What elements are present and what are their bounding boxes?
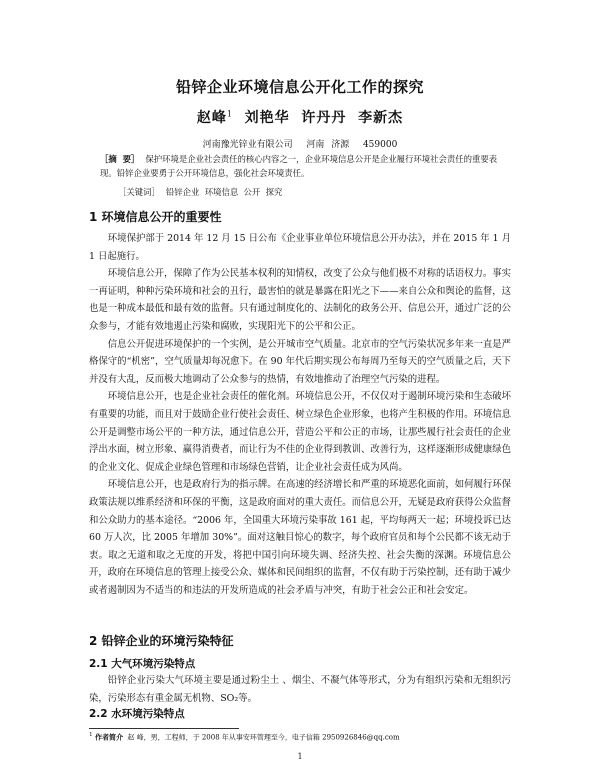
footnote-text: 赵 峰，男，工程师，于 2008 年从事安环管理至今，电子信箱 29509268​46@qq.com <box>127 733 400 742</box>
subsection-2-2-heading: 2.2 水环境污染特点 <box>89 708 185 720</box>
paragraph: 环境信息公开，保障了作为公民基本权利的知情权，改变了公众与他们极不对称的话语权力。事实一再证明，种种污染环境和社会的丑行，最害怕的就是暴露在阳光之下——来自公众和舆论的监督，这也是一种成本最低和最有效的监督。只有通过制度化的、法制化的政务公开、信息公开，通过广泛的公众参与，才能有效地遏止污染和腐败，实现阳光下的公平和公正。 <box>89 268 511 332</box>
paper-title: 铅锌企业环境信息公开化工作的探究 <box>175 78 424 96</box>
paragraph: 信息公开促进环境保护的一个实例，是公开城市空气质量。北京市的空气污染状况多年来一直是严格保守的“机密”，空气质量却每况愈下。在 90 年代后期实现公布每周乃至每天的空气质量之后，天下并没有大乱，反而极大地调动了公众参与的热情，有效地推动了治理空气污染的进程。 <box>89 338 511 385</box>
paragraph: 环境保护部于 2014 年 12 月 15 日公布《企业事业单位环境信息公开办法》，并在 2015 年 1 月 1 日起施行。 <box>89 233 511 262</box>
abstract-text: 保护环境是企业社会责任的核心内容之一，企业环境信息公开是企业履行环境社会责任的重要表现。铅锌企业要勇于公开环境信息，强化社会环境责任。 <box>100 154 498 178</box>
paragraph: 铅锌企业污染大气环境主要是通过粉尘土 、烟尘、不凝气体等形式，分为有组织污染和无组织污染，污染形态有重金属无机物、SO₂等。 <box>89 675 511 704</box>
paragraph: 环境信息公开，也是政府行为的指示牌。在高速的经济增长和严重的环境恶化面前，如何履行环保政策法规以维系经济和环保的平衡，这是政府面对的重大责任。而信息公开，无疑是政府获得公众监督和公众助力的基本途径。“2006 年，全国重大环境污染事故 161 起，平均每两天一起；环境投诉已达 60 万人次，比 2005 年增加 30%”。面对这触目惊心的数字，每个政府官员和每个公民都不该无动于衷。取之无道和取之无度的开发，将把中国引向环境失调、经济失控、社会失衡的深渊。环境信息公开，政府在环境信息的管理上接受公众、媒体和民间组织的监督，不仅有助于污染控制，还有助于减少或者遏制因为不适当的和违法的开发所造成的社会矛盾与冲突，有助于社会公正和社会安定。 <box>89 479 511 596</box>
abstract <box>100 152 500 180</box>
section-2-heading: 2 铅锌企业的环境污染特征 <box>89 634 234 648</box>
author-footnote-marker: 1 <box>226 109 233 119</box>
author-list <box>0 107 600 127</box>
section-1-body <box>89 230 511 599</box>
footnote-marker: 1 <box>89 732 93 738</box>
subsection-2-1-heading: 2.1 大气环境污染特点 <box>89 658 196 670</box>
keywords <box>118 186 498 198</box>
footnote <box>89 732 519 742</box>
keywords-label: ［关键词］ <box>118 187 160 197</box>
paragraph: 环境信息公开，也是企业社会责任的催化剂。环境信息公开，不仅仅对于遏制环境污染和生态破坏有重要的功能，而且对于鼓励企业行使社会责任、树立绿色企业形象，也将产生积极的作用。环境信息公开是调整市场公平的一种方法，通过信息公开，营造公平和公正的市场，让那些履行社会责任的企业浮出水面，树立形象、赢得消费者，而让行为不佳的企业得到教训、改善行为，这样逐渐形成健康绿色的企业文化、促成企业绿色管理和市场绿色营销，让企业社会责任成为风尚。 <box>89 391 511 473</box>
subsection-2-1-body <box>89 672 511 707</box>
page-number: 1 <box>297 752 303 761</box>
footnote-rule <box>89 728 239 729</box>
section-1-heading: 1 环境信息公开的重要性 <box>89 210 222 224</box>
other-authors: 刘艳华 许丹丹 李新杰 <box>244 110 404 126</box>
affiliation: 河南豫光锌业有限公司 河南 济源 459000 <box>202 140 398 150</box>
keywords-text: 铅锌企业 环境信息 公开 探究 <box>165 187 283 197</box>
abstract-label: ［摘 要］ <box>100 154 140 164</box>
first-author: 赵峰 <box>196 110 227 126</box>
footnote-label: 作者简介 <box>94 732 123 742</box>
